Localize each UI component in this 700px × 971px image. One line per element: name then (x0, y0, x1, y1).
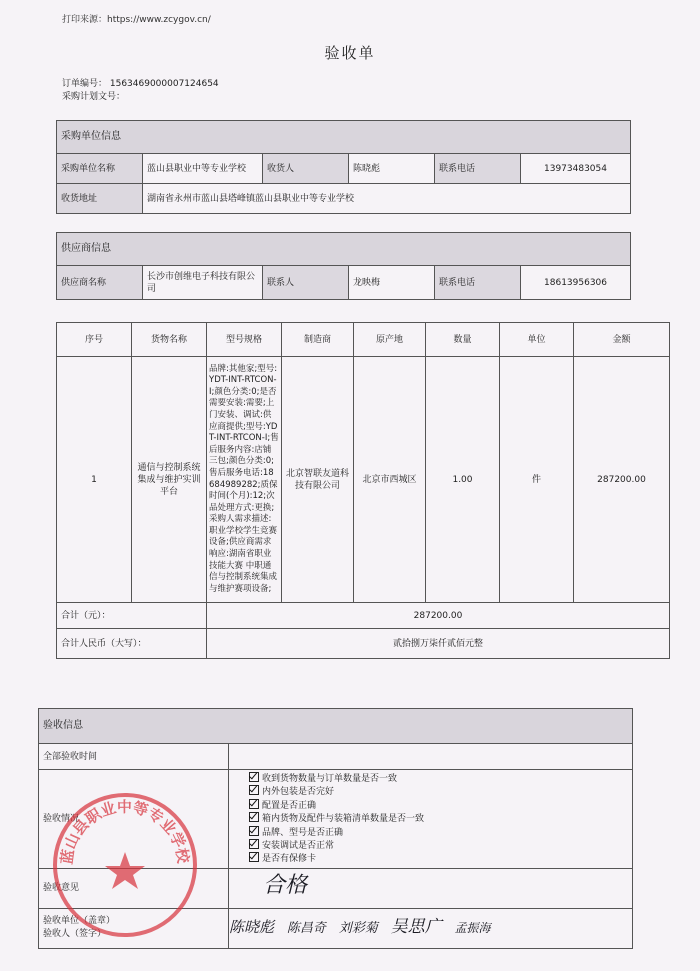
total-value: 287200.00 (207, 603, 670, 629)
col-origin: 原产地 (354, 323, 426, 357)
col-spec: 型号规格 (207, 323, 282, 357)
checkbox-icon (249, 839, 259, 849)
checkbox-icon (249, 826, 259, 836)
row-manufacturer: 北京智联友道科技有限公司 (282, 357, 354, 603)
checkbox-icon (249, 785, 259, 795)
row-quantity: 1.00 (426, 357, 500, 603)
buyer-unit-value: 蓝山县职业中等专业学校 (143, 154, 263, 184)
print-source: 打印来源：https://www.zcygov.cn/ (62, 15, 211, 25)
col-manufacturer: 制造商 (282, 323, 354, 357)
supplier-section-title: 供应商信息 (57, 233, 631, 266)
row-spec: 品牌:其他家;型号:YDT-INT-RTCON-I;颜色分类:0;是否需要安装:需要;上门安装、调试:供应商提供;型号:YDT-INT-RTCON-I;售后服务内容:店铺三包;颜色分类:0;售后服务电话:18684989282;质保时间(个月):12;次品处理方式:更换;采购人需求描述:职业学校学生竞赛设备;供应商需求响应:湖南省职业技能大赛 中职通信与控制系统集成与维护赛项设备; (207, 357, 282, 603)
checkbox-icon (249, 852, 259, 862)
check-item: 收到货物数量与订单数量是否一致 (249, 772, 628, 785)
total-label: 合计（元）： (57, 603, 207, 629)
checkbox-icon (249, 772, 259, 782)
check-item: 安装调试是否正常 (249, 839, 628, 852)
order-number: 订单编号： 1563469000007124654 (62, 79, 219, 89)
total-cn-label: 合计人民币（大写）： (57, 629, 207, 659)
signature: 孟振海 (454, 920, 491, 935)
acceptance-time-label: 全部验收时间 (39, 744, 229, 770)
check-item: 配置是否正确 (249, 799, 628, 812)
checkbox-icon (249, 799, 259, 809)
col-name: 货物名称 (132, 323, 207, 357)
row-name: 通信与控制系统集成与维护实训平台 (132, 357, 207, 603)
signer-label: 验收人（签字） (43, 929, 107, 940)
row-origin: 北京市西城区 (354, 357, 426, 603)
signature: 陈昌奇 (286, 920, 326, 936)
col-amount: 金额 (574, 323, 670, 357)
check-item: 品牌、型号是否正确 (249, 826, 628, 839)
check-item: 内外包装是否完好 (249, 785, 628, 798)
col-quantity: 数量 (426, 323, 500, 357)
signature: 刘彩菊 (338, 920, 378, 936)
school-seal-icon (50, 790, 200, 940)
contact-label: 联系人 (263, 266, 349, 300)
unit-stamp-label: 验收单位（盖章） (43, 916, 116, 927)
check-item: 是否有保修卡 (249, 852, 628, 865)
signatures (229, 908, 633, 948)
buyer-phone-label: 联系电话 (435, 154, 521, 184)
page-title: 验收单 (324, 44, 376, 62)
check-item: 箱内货物及配件与装箱清单数量是否一致 (249, 812, 628, 825)
row-amount: 287200.00 (574, 357, 670, 603)
buyer-unit-label: 采购单位名称 (57, 154, 143, 184)
buyer-table (56, 120, 631, 214)
opinion-label: 验收意见 (39, 868, 229, 908)
acceptance-checklist (229, 770, 633, 869)
contact-value: 龙映梅 (349, 266, 435, 300)
supplier-phone-label: 联系电话 (435, 266, 521, 300)
supplier-name-value: 长沙市创维电子科技有限公司 (143, 266, 263, 300)
buyer-section-title: 采购单位信息 (57, 121, 631, 154)
plan-number: 采购计划文号： (62, 92, 126, 102)
supplier-table (56, 232, 631, 300)
col-unit: 单位 (500, 323, 574, 357)
row-index: 1 (57, 357, 132, 603)
row-unit: 件 (500, 357, 574, 603)
acceptance-time-value (229, 744, 633, 770)
opinion-value: 合格 (229, 868, 633, 908)
total-cn-value: 贰拾捌万柒仟贰佰元整 (207, 629, 670, 659)
items-table (56, 322, 670, 659)
address-value: 湖南省永州市蓝山县塔峰镇蓝山县职业中等专业学校 (143, 184, 631, 214)
address-label: 收货地址 (57, 184, 143, 214)
receiver-label: 收货人 (263, 154, 349, 184)
svg-text:蓝山县职业中等专业学校: 蓝山县职业中等专业学校 (57, 797, 193, 866)
col-index: 序号 (57, 323, 132, 357)
receiver-value: 陈晓彪 (349, 154, 435, 184)
acceptance-situation-label: 验收情况 (39, 770, 229, 869)
supplier-phone-value: 18613956306 (521, 266, 631, 300)
signature: 吴思广 (390, 916, 442, 937)
acceptance-section-title: 验收信息 (39, 709, 633, 744)
buyer-phone-value: 13973483054 (521, 154, 631, 184)
checkbox-icon (249, 812, 259, 822)
signature: 陈晓彪 (229, 917, 275, 936)
supplier-name-label: 供应商名称 (57, 266, 143, 300)
